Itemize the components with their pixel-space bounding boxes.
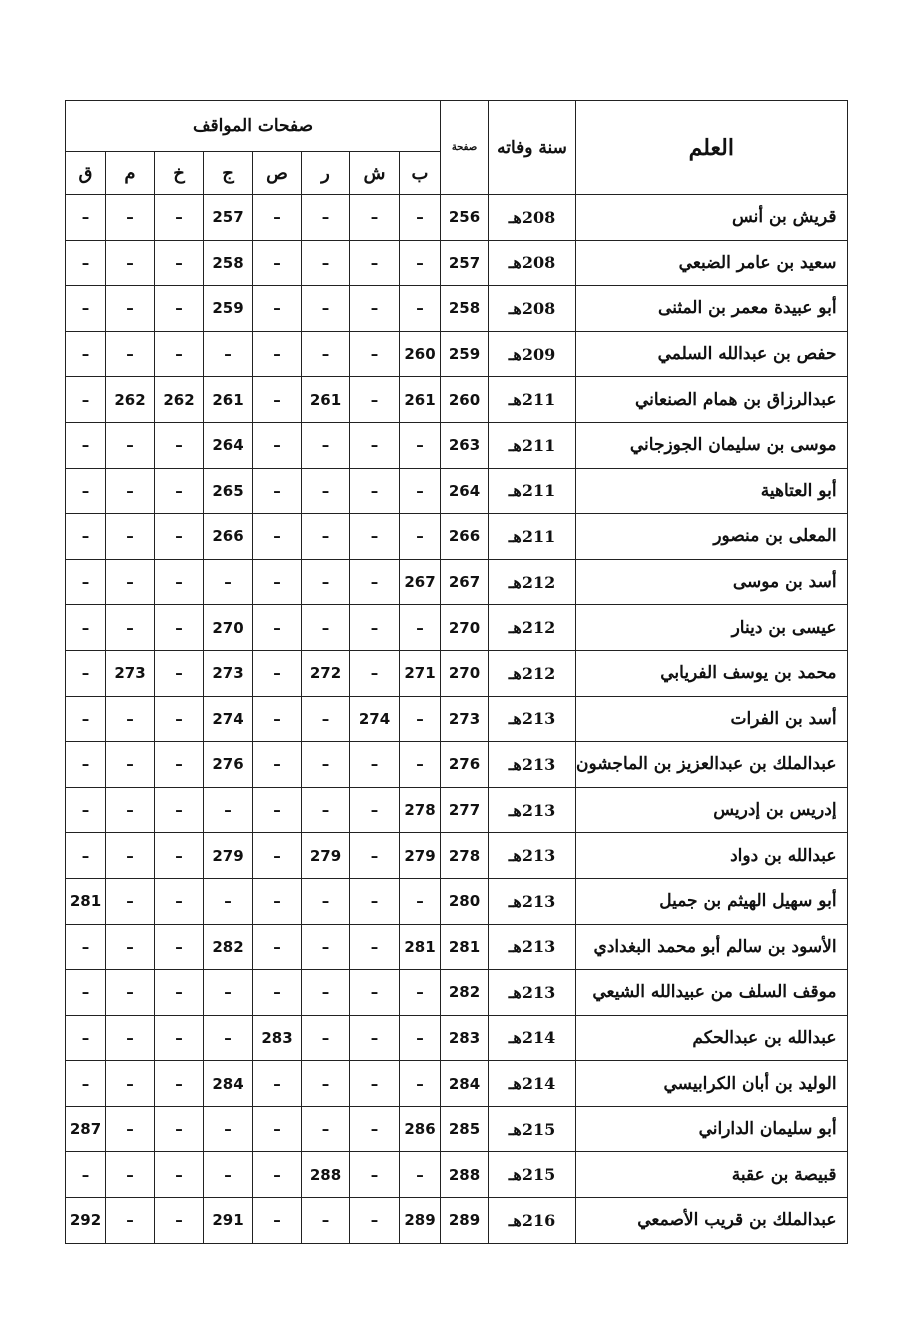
row-name: عبدالملك بن قريب الأصمعي [576,1198,848,1244]
row-mawaqif-sad: – [253,1198,302,1244]
row-mawaqif-jim: – [204,970,253,1016]
row-mawaqif-kha: – [155,924,204,970]
table-row [66,1061,848,1107]
row-mawaqif-kha: – [155,468,204,514]
row-mawaqif-sad: – [253,787,302,833]
row-death-year: 208هـ [489,286,576,332]
row-mawaqif-sad: – [253,331,302,377]
row-mawaqif-sad: – [253,878,302,924]
row-mawaqif-sad: – [253,970,302,1016]
row-mawaqif-kha: – [155,240,204,286]
row-name: أبو العتاهية [576,468,848,514]
table-row [66,468,848,514]
row-mawaqif-qaf: – [66,468,106,514]
row-mawaqif-qaf: 287 [66,1106,106,1152]
table-row [66,924,848,970]
row-mawaqif-ra: – [302,970,350,1016]
row-mawaqif-kha: – [155,970,204,1016]
row-name: موقف السلف من عبيدالله الشيعي [576,970,848,1016]
row-mawaqif-sad: – [253,650,302,696]
row-mawaqif-shin: – [350,514,400,560]
row-page: 289 [441,1198,489,1244]
row-name: أبو سليمان الداراني [576,1106,848,1152]
row-mawaqif-qaf: – [66,559,106,605]
row-page: 267 [441,559,489,605]
row-page: 278 [441,833,489,879]
row-mawaqif-kha: – [155,1198,204,1244]
header-sub-ra: ر [302,152,350,195]
row-mawaqif-mim: – [106,286,155,332]
row-mawaqif-qaf: – [66,650,106,696]
row-death-year: 211هـ [489,514,576,560]
row-name: عبدالرزاق بن همام الصنعاني [576,377,848,423]
row-death-year: 213هـ [489,924,576,970]
row-mawaqif-mim: – [106,970,155,1016]
row-name: الوليد بن أبان الكرابيسي [576,1061,848,1107]
row-death-year: 213هـ [489,696,576,742]
row-death-year: 213هـ [489,833,576,879]
header-sub-sad: ص [253,152,302,195]
row-mawaqif-shin: – [350,650,400,696]
row-mawaqif-ba: – [400,1152,441,1198]
row-mawaqif-ra: 261 [302,377,350,423]
row-mawaqif-kha: – [155,559,204,605]
row-mawaqif-jim: – [204,559,253,605]
row-mawaqif-ba: – [400,1061,441,1107]
index-table [65,100,848,1244]
row-mawaqif-sad: – [253,742,302,788]
row-name: أسد بن الفرات [576,696,848,742]
row-mawaqif-shin: – [350,331,400,377]
row-page: 257 [441,240,489,286]
row-page: 266 [441,514,489,560]
row-mawaqif-sad: – [253,286,302,332]
row-mawaqif-ba: – [400,878,441,924]
row-death-year: 216هـ [489,1198,576,1244]
row-mawaqif-ra: – [302,1198,350,1244]
row-mawaqif-ba: 289 [400,1198,441,1244]
row-mawaqif-ra: – [302,924,350,970]
row-mawaqif-qaf: – [66,422,106,468]
row-page: 281 [441,924,489,970]
row-mawaqif-mim: 262 [106,377,155,423]
row-mawaqif-jim: 284 [204,1061,253,1107]
table-header [66,101,848,195]
row-mawaqif-shin: – [350,286,400,332]
row-mawaqif-sad: – [253,924,302,970]
row-mawaqif-ra: – [302,1015,350,1061]
row-mawaqif-qaf: – [66,1015,106,1061]
row-name: سعيد بن عامر الضبعي [576,240,848,286]
row-mawaqif-jim: 291 [204,1198,253,1244]
row-page: 288 [441,1152,489,1198]
row-page: 256 [441,195,489,241]
row-name: عبدالله بن عبدالحكم [576,1015,848,1061]
row-mawaqif-mim: – [106,787,155,833]
row-mawaqif-shin: – [350,787,400,833]
table-row [66,650,848,696]
row-mawaqif-ra: – [302,240,350,286]
header-sub-shin: ش [350,152,400,195]
row-mawaqif-mim: – [106,1198,155,1244]
row-mawaqif-kha: – [155,286,204,332]
table-row [66,605,848,651]
row-page: 283 [441,1015,489,1061]
row-page: 284 [441,1061,489,1107]
row-mawaqif-kha: – [155,650,204,696]
row-death-year: 214هـ [489,1015,576,1061]
row-name: موسى بن سليمان الجوزجاني [576,422,848,468]
row-mawaqif-shin: – [350,878,400,924]
row-mawaqif-shin: – [350,742,400,788]
row-mawaqif-jim: 265 [204,468,253,514]
row-mawaqif-sad: – [253,833,302,879]
row-page: 276 [441,742,489,788]
row-mawaqif-ra: 272 [302,650,350,696]
row-mawaqif-ba: 261 [400,377,441,423]
header-sub-ba: ب [400,152,441,195]
row-mawaqif-ra: – [302,559,350,605]
row-mawaqif-ra: – [302,787,350,833]
row-mawaqif-sad: – [253,240,302,286]
row-page: 260 [441,377,489,423]
row-mawaqif-kha: 262 [155,377,204,423]
row-mawaqif-kha: – [155,605,204,651]
row-mawaqif-shin: – [350,1152,400,1198]
row-page: 264 [441,468,489,514]
row-page: 282 [441,970,489,1016]
row-mawaqif-ba: 279 [400,833,441,879]
row-death-year: 213هـ [489,970,576,1016]
row-mawaqif-shin: – [350,1198,400,1244]
row-mawaqif-mim: – [106,833,155,879]
table-row [66,742,848,788]
table-row [66,559,848,605]
row-mawaqif-jim: – [204,1106,253,1152]
row-death-year: 211هـ [489,377,576,423]
row-mawaqif-mim: – [106,924,155,970]
row-mawaqif-ra: – [302,742,350,788]
row-mawaqif-ba: – [400,696,441,742]
row-mawaqif-qaf: – [66,1152,106,1198]
row-mawaqif-jim: – [204,878,253,924]
row-mawaqif-ba: 286 [400,1106,441,1152]
table-row [66,696,848,742]
row-page: 270 [441,650,489,696]
row-name: أسد بن موسى [576,559,848,605]
row-mawaqif-ba: – [400,1015,441,1061]
row-mawaqif-mim: 273 [106,650,155,696]
row-death-year: 212هـ [489,605,576,651]
table-row [66,1106,848,1152]
row-mawaqif-ba: 278 [400,787,441,833]
row-mawaqif-shin: – [350,1015,400,1061]
row-mawaqif-kha: – [155,331,204,377]
row-mawaqif-shin: – [350,833,400,879]
row-mawaqif-ba: – [400,742,441,788]
row-mawaqif-shin: – [350,924,400,970]
row-mawaqif-jim: 257 [204,195,253,241]
table-row [66,878,848,924]
header-sub-qaf: ق [66,152,106,195]
row-mawaqif-mim: – [106,240,155,286]
row-mawaqif-qaf: – [66,331,106,377]
header-sub-kha: خ [155,152,204,195]
row-mawaqif-jim: 270 [204,605,253,651]
row-mawaqif-qaf: – [66,286,106,332]
row-mawaqif-shin: – [350,1061,400,1107]
row-mawaqif-sad: – [253,1106,302,1152]
row-page: 263 [441,422,489,468]
row-mawaqif-ra: 288 [302,1152,350,1198]
row-mawaqif-shin: – [350,468,400,514]
row-death-year: 211هـ [489,422,576,468]
row-mawaqif-ra: – [302,878,350,924]
row-death-year: 215هـ [489,1106,576,1152]
row-death-year: 213هـ [489,742,576,788]
row-mawaqif-kha: – [155,514,204,560]
row-page: 273 [441,696,489,742]
row-mawaqif-ra: – [302,696,350,742]
row-mawaqif-kha: – [155,787,204,833]
row-page: 280 [441,878,489,924]
row-mawaqif-kha: – [155,1106,204,1152]
row-death-year: 208هـ [489,240,576,286]
row-mawaqif-shin: 274 [350,696,400,742]
row-page: 277 [441,787,489,833]
row-death-year: 211هـ [489,468,576,514]
row-mawaqif-ba: 281 [400,924,441,970]
table-row [66,377,848,423]
row-mawaqif-mim: – [106,878,155,924]
row-death-year: 213هـ [489,787,576,833]
row-mawaqif-ba: – [400,970,441,1016]
row-mawaqif-kha: – [155,195,204,241]
table-row [66,286,848,332]
row-death-year: 212هـ [489,559,576,605]
row-mawaqif-ba: – [400,514,441,560]
table-body [66,195,848,1244]
row-mawaqif-ra: – [302,1106,350,1152]
row-mawaqif-ra: – [302,422,350,468]
header-mawaqif-pages: صفحات المواقف [66,101,441,152]
row-mawaqif-jim: – [204,787,253,833]
row-mawaqif-jim: 259 [204,286,253,332]
table-row [66,1152,848,1198]
table-row [66,422,848,468]
row-mawaqif-shin: – [350,970,400,1016]
row-mawaqif-mim: – [106,1152,155,1198]
row-mawaqif-qaf: – [66,833,106,879]
row-mawaqif-shin: – [350,605,400,651]
row-mawaqif-qaf: – [66,377,106,423]
row-mawaqif-mim: – [106,331,155,377]
row-mawaqif-sad: – [253,468,302,514]
row-mawaqif-ba: – [400,422,441,468]
row-mawaqif-sad: – [253,195,302,241]
row-mawaqif-shin: – [350,377,400,423]
header-alam: العلم [576,101,848,195]
row-mawaqif-ra: – [302,195,350,241]
row-mawaqif-ba: – [400,286,441,332]
row-mawaqif-kha: – [155,742,204,788]
row-mawaqif-ra: – [302,514,350,560]
header-death-year: سنة وفاته [489,101,576,195]
table-row [66,240,848,286]
row-mawaqif-ba: 271 [400,650,441,696]
row-mawaqif-shin: – [350,422,400,468]
row-mawaqif-kha: – [155,1152,204,1198]
row-mawaqif-qaf: 292 [66,1198,106,1244]
row-mawaqif-ra: – [302,1061,350,1107]
row-mawaqif-shin: – [350,559,400,605]
row-mawaqif-jim: 273 [204,650,253,696]
row-page: 258 [441,286,489,332]
row-mawaqif-sad: – [253,514,302,560]
row-mawaqif-jim: 261 [204,377,253,423]
row-name: أبو سهيل الهيثم بن جميل [576,878,848,924]
row-name: عبدالله بن دواد [576,833,848,879]
row-mawaqif-qaf: 281 [66,878,106,924]
row-mawaqif-jim: 279 [204,833,253,879]
row-death-year: 213هـ [489,878,576,924]
header-sub-mim: م [106,152,155,195]
row-mawaqif-ba: 267 [400,559,441,605]
row-mawaqif-mim: – [106,742,155,788]
row-mawaqif-jim: 274 [204,696,253,742]
row-mawaqif-qaf: – [66,240,106,286]
row-mawaqif-mim: – [106,422,155,468]
row-name: أبو عبيدة معمر بن المثنى [576,286,848,332]
row-mawaqif-ra: – [302,331,350,377]
row-mawaqif-ra: – [302,605,350,651]
row-name: المعلى بن منصور [576,514,848,560]
row-mawaqif-kha: – [155,878,204,924]
row-mawaqif-sad: – [253,377,302,423]
row-name: عيسى بن دينار [576,605,848,651]
row-mawaqif-qaf: – [66,696,106,742]
row-mawaqif-mim: – [106,559,155,605]
row-mawaqif-ba: 260 [400,331,441,377]
row-mawaqif-jim: 276 [204,742,253,788]
table-row [66,331,848,377]
row-mawaqif-qaf: – [66,970,106,1016]
row-mawaqif-qaf: – [66,742,106,788]
row-mawaqif-sad: – [253,422,302,468]
row-mawaqif-ba: – [400,240,441,286]
row-mawaqif-qaf: – [66,514,106,560]
row-name: إدريس بن إدريس [576,787,848,833]
row-mawaqif-jim: – [204,331,253,377]
row-mawaqif-mim: – [106,195,155,241]
row-mawaqif-shin: – [350,1106,400,1152]
row-mawaqif-qaf: – [66,787,106,833]
row-page: 285 [441,1106,489,1152]
row-mawaqif-sad: – [253,696,302,742]
row-mawaqif-qaf: – [66,924,106,970]
row-mawaqif-kha: – [155,1061,204,1107]
row-mawaqif-sad: – [253,605,302,651]
row-mawaqif-ra: 279 [302,833,350,879]
row-death-year: 215هـ [489,1152,576,1198]
row-mawaqif-mim: – [106,1015,155,1061]
row-mawaqif-shin: – [350,240,400,286]
row-mawaqif-mim: – [106,605,155,651]
row-mawaqif-jim: 258 [204,240,253,286]
row-mawaqif-mim: – [106,1106,155,1152]
row-name: عبدالملك بن عبدالعزيز بن الماجشون [576,742,848,788]
row-mawaqif-ra: – [302,286,350,332]
table-row [66,514,848,560]
row-mawaqif-jim: – [204,1015,253,1061]
row-death-year: 209هـ [489,331,576,377]
row-mawaqif-mim: – [106,1061,155,1107]
row-mawaqif-ba: – [400,605,441,651]
row-mawaqif-jim: – [204,1152,253,1198]
row-mawaqif-sad: – [253,1152,302,1198]
row-death-year: 214هـ [489,1061,576,1107]
table-row [66,1015,848,1061]
row-mawaqif-mim: – [106,696,155,742]
row-name: الأسود بن سالم أبو محمد البغدادي [576,924,848,970]
header-page: صفحة [441,101,489,195]
row-death-year: 212هـ [489,650,576,696]
row-mawaqif-ba: – [400,195,441,241]
row-mawaqif-kha: – [155,833,204,879]
table-row [66,970,848,1016]
table-row [66,787,848,833]
row-name: قبيصة بن عقبة [576,1152,848,1198]
row-page: 270 [441,605,489,651]
row-mawaqif-kha: – [155,696,204,742]
row-mawaqif-qaf: – [66,605,106,651]
row-name: قريش بن أنس [576,195,848,241]
row-death-year: 208هـ [489,195,576,241]
row-mawaqif-kha: – [155,1015,204,1061]
row-mawaqif-jim: 264 [204,422,253,468]
table-row [66,1198,848,1244]
row-mawaqif-qaf: – [66,1061,106,1107]
row-mawaqif-qaf: – [66,195,106,241]
row-mawaqif-sad: 283 [253,1015,302,1061]
row-mawaqif-sad: – [253,559,302,605]
header-sub-jim: ج [204,152,253,195]
row-mawaqif-shin: – [350,195,400,241]
row-mawaqif-mim: – [106,514,155,560]
row-mawaqif-ra: – [302,468,350,514]
row-mawaqif-ba: – [400,468,441,514]
row-mawaqif-sad: – [253,1061,302,1107]
row-mawaqif-jim: 266 [204,514,253,560]
row-page: 259 [441,331,489,377]
row-mawaqif-jim: 282 [204,924,253,970]
row-mawaqif-mim: – [106,468,155,514]
table-row [66,833,848,879]
row-mawaqif-kha: – [155,422,204,468]
table-row [66,195,848,241]
row-name: حفص بن عبدالله السلمي [576,331,848,377]
row-name: محمد بن يوسف الفريابي [576,650,848,696]
